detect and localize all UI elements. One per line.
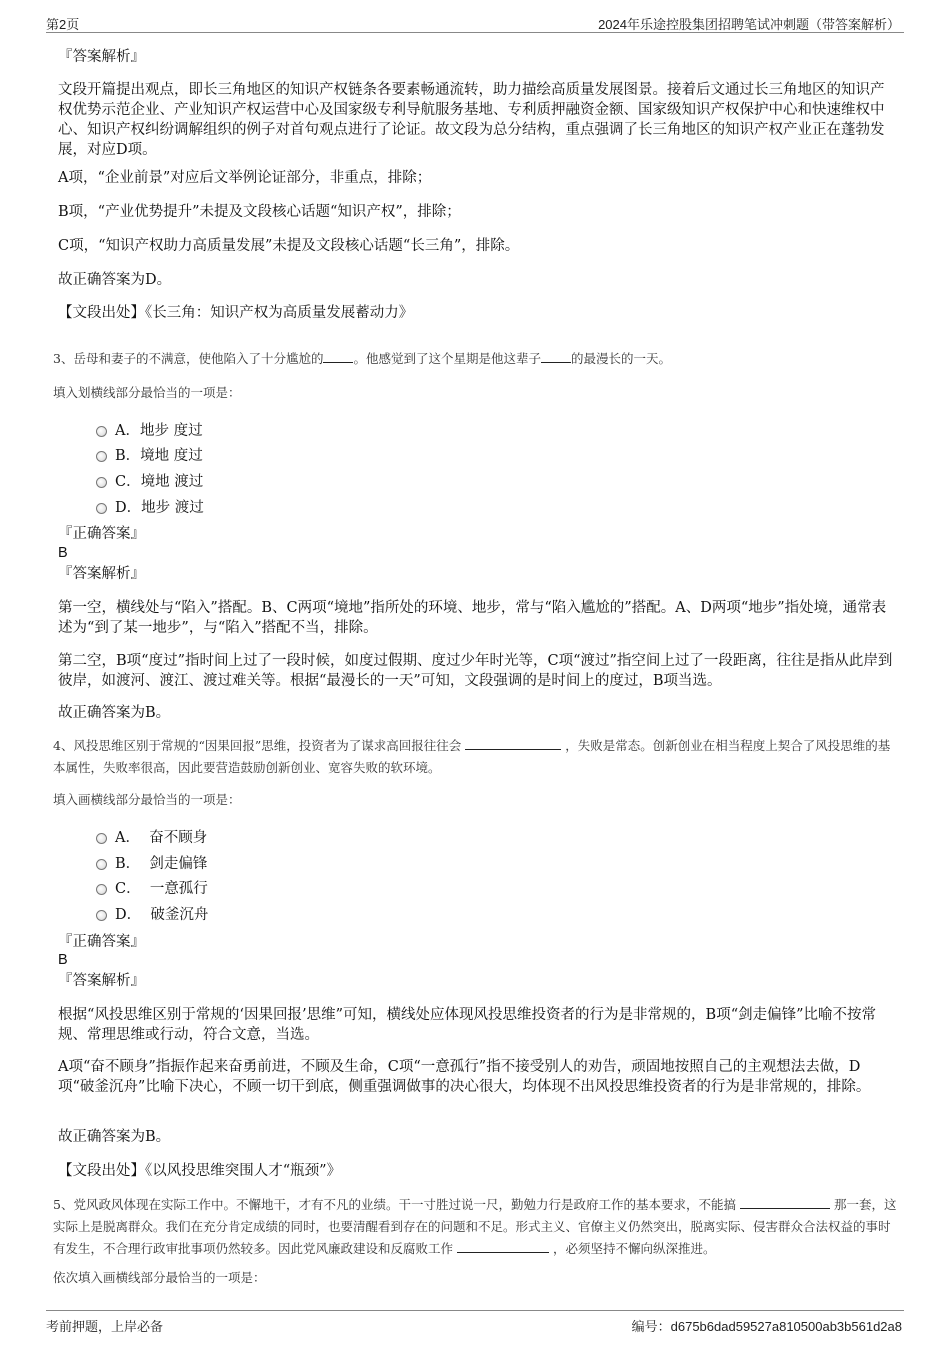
q5-blank-1 [740,1195,830,1209]
q4-option-c[interactable] [96,877,208,897]
q4-answer: B [58,952,68,968]
q3-option-c-label: C．境地 渡过 [115,473,204,490]
q3-option-d[interactable] [96,496,204,516]
q3-conclusion: 故正确答案为B。 [58,705,171,721]
q4-option-d[interactable] [96,903,208,923]
radio-icon[interactable] [96,426,107,437]
q4-analysis-para2: A项“奋不顾身”指振作起来奋勇前进，不顾及生命，C项“一意孤行”指不接受别人的劝告，顽固地按照自己的主观想法去做，D项“破釜沉舟”比喻下决心，不顾一切干到底，侧重强调做事的决心很大，均体现不出风投思维投资者的行为是非常规的，排除。 [58,1059,871,1095]
q3-analysis-para2: 第二空，B项“度过”指时间上过了一段时候，如度过假期、度过少年时光等，C项“渡过”指空间上过了一段距离，往往是指从此岸到彼岸，如渡河、渡江、渡过难关等。根据“最漫长的一天”可知，文段强调的是时间上的度过，B项当选。 [58,653,893,689]
page-number: 第2页 [46,17,80,32]
q2-analysis-tag: 『答案解析』 [58,49,145,65]
q4-blank [465,736,561,750]
q3-stem [53,348,899,370]
footer-code-label: 编号： [631,1319,671,1334]
radio-icon[interactable] [96,884,107,895]
q3-stem-part1: 3、岳母和妻子的不满意，使他陷入了十分尴尬的 [53,351,324,366]
q3-option-d-label: D．地步 渡过 [115,499,204,516]
q2-conclusion: 故正确答案为D。 [58,272,172,288]
q3-option-c[interactable] [96,470,203,490]
q4-correct-tag: 『正确答案』 [58,934,145,950]
q5-blank-2 [457,1239,549,1253]
q3-stem-part3: 的最漫长的一天。 [570,351,671,366]
q5-stem [53,1194,899,1260]
radio-icon[interactable] [96,451,107,462]
page-footer [46,1310,904,1335]
q2-option-c-note: C项，“知识产权助力高质量发展”未提及文段核心话题“长三角”，排除。 [58,238,520,254]
q4-analysis-para1: 根据“风投思维区别于常规的‘因果回报’思维”可知，横线处应体现风投思维投资者的行为是非常规的，B项“剑走偏锋”比喻不按常规、常理思维或行动，符合文意，当选。 [58,1007,877,1043]
q2-source: 【文段出处】《长三角：知识产权为高质量发展蓄动力》 [58,305,414,321]
q3-prompt: 填入划横线部分最恰当的一项是： [53,385,241,400]
q2-option-a-note: A项，“企业前景”对应后文举例论证部分，非重点，排除； [58,170,432,186]
document-title: 2024年乐途控股集团招聘笔试冲刺题（带答案解析） [598,17,900,32]
q5-stem-part2: 那一套，这实际上是脱离群众。我们在充分肯定成绩的同时，也要清醒看到存在的问题和不足。形式主义、官僚主义仍然突出，脱离实际、侵害群众合法权益的事时有发生，不合理行政审批事项仍然较多。因此党风廉政建设和反腐败工作 [53,1197,897,1256]
q3-option-a-label: A．地步 度过 [115,422,203,439]
q4-option-c-label: C． 一意孤行 [115,880,208,897]
q3-blank-2 [541,349,571,363]
q4-source: 【文段出处】《以风投思维突围人才“瓶颈”》 [58,1163,342,1179]
q4-analysis-tag: 『答案解析』 [58,973,145,989]
q4-option-a[interactable] [96,826,207,846]
q2-option-b-note: B项，“产业优势提升”未提及文段核心话题“知识产权”，排除； [58,204,461,220]
footer-code-block [632,1316,902,1335]
q4-option-d-label: D． 破釜沉舟 [115,906,209,923]
q4-conclusion: 故正确答案为B。 [58,1129,171,1145]
q3-option-b[interactable] [96,444,203,464]
footer-code: d675b6dad59527a810500ab3b561d2a8 [670,1319,902,1334]
q3-stem-part2: 。他感觉到了这个星期是他这辈子 [353,351,541,366]
q4-option-b-label: B． 剑走偏锋 [115,855,208,872]
q4-prompt: 填入画横线部分最恰当的一项是： [53,792,241,807]
radio-icon[interactable] [96,477,107,488]
q4-stem-part2: ，失败是常态。创新创业在相当程度上契合了风投思维的基本属性，失败率很高，因此要营造鼓励创新创业、宽容失败的软环境。 [53,738,891,775]
q4-stem-part1: 4、风投思维区别于常规的“因果回报”思维，投资者为了谋求高回报往往会 [53,738,462,753]
footer-slogan: 考前押题，上岸必备 [46,1320,164,1335]
q3-analysis-para1: 第一空，横线处与“陷入”搭配。B、C两项“境地”指所处的环境、地步，常与“陷入尴尬的”搭配。A、D两项“地步”指处境，通常表述为“到了某一地步”，与“陷入”搭配不当，排除。 [58,600,887,636]
page-header [46,12,904,33]
q3-analysis-tag: 『答案解析』 [58,566,145,582]
q5-prompt: 依次填入画横线部分最恰当的一项是： [53,1270,266,1285]
q5-stem-part3: ，必须坚持不懈向纵深推进。 [553,1241,716,1256]
radio-icon[interactable] [96,859,107,870]
radio-icon[interactable] [96,910,107,921]
radio-icon[interactable] [96,833,107,844]
q3-option-b-label: B．境地 度过 [115,447,203,464]
q3-answer: B [58,545,68,561]
q4-stem [53,735,899,779]
q4-option-a-label: A． 奋不顾身 [115,829,208,846]
q3-option-a[interactable] [96,419,203,439]
q5-stem-part1: 5、党风政风体现在实际工作中。不懈地干，才有不凡的业绩。干一寸胜过说一尺，勤勉力行是政府工作的基本要求，不能搞 [53,1197,736,1212]
q3-blank-1 [323,349,353,363]
q2-analysis-para: 文段开篇提出观点，即长三角地区的知识产权链条各要素畅通流转，助力描绘高质量发展图景。接着后文通过长三角地区的知识产权优势示范企业、产业知识产权运营中心及国家级专利导航服务基地、专利质押融资金额、国家级知识产权保护中心和快速维权中心、知识产权纠纷调解组织的例子对首句观点进行了论证。故文段为总分结构，重点强调了长三角地区的知识产权产业正在蓬勃发展，对应D项。 [58,82,885,158]
q4-option-b[interactable] [96,852,207,872]
q3-correct-tag: 『正确答案』 [58,526,145,542]
radio-icon[interactable] [96,503,107,514]
